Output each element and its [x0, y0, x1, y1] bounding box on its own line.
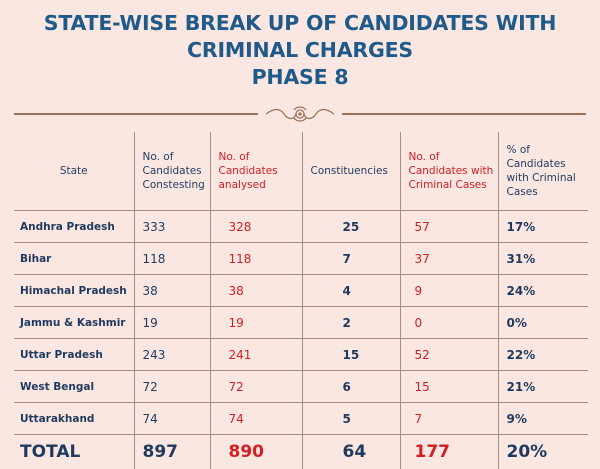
table-row: [14, 211, 588, 243]
cell-criminal-cases: 7: [400, 403, 498, 435]
cell-percent: 9%: [498, 403, 588, 435]
cell-percent: 24%: [498, 275, 588, 307]
cell-analysed: 38: [210, 275, 302, 307]
total-row: [14, 435, 588, 469]
cell-percent: 31%: [498, 243, 588, 275]
cell-constituencies: 5: [302, 403, 400, 435]
cell-constituencies: 4: [302, 275, 400, 307]
header-state: State: [14, 132, 134, 211]
total-constituencies: 64: [302, 435, 400, 469]
cell-percent: 22%: [498, 339, 588, 371]
cell-analysed: 74: [210, 403, 302, 435]
cell-constituencies: 2: [302, 307, 400, 339]
cell-state: Jammu & Kashmir: [14, 307, 134, 339]
table-header-row: [14, 132, 588, 211]
cell-state: Bihar: [14, 243, 134, 275]
total-contesting: 897: [134, 435, 210, 469]
cell-constituencies: 15: [302, 339, 400, 371]
title-line-3: PHASE 8: [0, 64, 600, 91]
cell-state: Uttar Pradesh: [14, 339, 134, 371]
cell-criminal-cases: 37: [400, 243, 498, 275]
header-criminal-cases: No. of Candidates with Criminal Cases: [400, 132, 498, 211]
total-analysed: 890: [210, 435, 302, 469]
table-row: [14, 275, 588, 307]
total-percent: 20%: [498, 435, 588, 469]
cell-contesting: 333: [134, 211, 210, 243]
title-line-1: STATE-WISE BREAK UP OF CANDIDATES WITH: [0, 10, 600, 37]
header-analysed: No. of Candidates analysed: [210, 132, 302, 211]
cell-percent: 17%: [498, 211, 588, 243]
cell-contesting: 72: [134, 371, 210, 403]
divider-line-left: [14, 113, 258, 115]
cell-state: Himachal Pradesh: [14, 275, 134, 307]
cell-analysed: 72: [210, 371, 302, 403]
cell-state: Uttarakhand: [14, 403, 134, 435]
cell-criminal-cases: 52: [400, 339, 498, 371]
table-row: [14, 403, 588, 435]
cell-state: Andhra Pradesh: [14, 211, 134, 243]
table-row: [14, 243, 588, 275]
cell-constituencies: 25: [302, 211, 400, 243]
cell-constituencies: 6: [302, 371, 400, 403]
header-percent-criminal: % of Candidates with Criminal Cases: [498, 132, 588, 211]
table-row: [14, 371, 588, 403]
criminal-charges-table: [14, 132, 588, 469]
title-line-2: CRIMINAL CHARGES: [0, 37, 600, 64]
cell-criminal-cases: 15: [400, 371, 498, 403]
cell-criminal-cases: 9: [400, 275, 498, 307]
total-criminal-cases: 177: [400, 435, 498, 469]
cell-criminal-cases: 0: [400, 307, 498, 339]
total-label: TOTAL: [14, 435, 134, 469]
cell-percent: 21%: [498, 371, 588, 403]
divider-line-right: [342, 113, 586, 115]
table-row: [14, 307, 588, 339]
cell-constituencies: 7: [302, 243, 400, 275]
cell-contesting: 38: [134, 275, 210, 307]
header-constituencies: Constituencies: [302, 132, 400, 211]
table-row: [14, 339, 588, 371]
cell-analysed: 118: [210, 243, 302, 275]
cell-analysed: 328: [210, 211, 302, 243]
page-title: [0, 10, 600, 91]
cell-criminal-cases: 57: [400, 211, 498, 243]
flourish-ornament-icon: [264, 104, 336, 124]
cell-state: West Bengal: [14, 371, 134, 403]
cell-percent: 0%: [498, 307, 588, 339]
cell-analysed: 241: [210, 339, 302, 371]
header-contesting: No. of Candidates Constesting: [134, 132, 210, 211]
cell-contesting: 118: [134, 243, 210, 275]
cell-contesting: 74: [134, 403, 210, 435]
title-divider: [0, 104, 600, 124]
cell-contesting: 243: [134, 339, 210, 371]
cell-analysed: 19: [210, 307, 302, 339]
cell-contesting: 19: [134, 307, 210, 339]
